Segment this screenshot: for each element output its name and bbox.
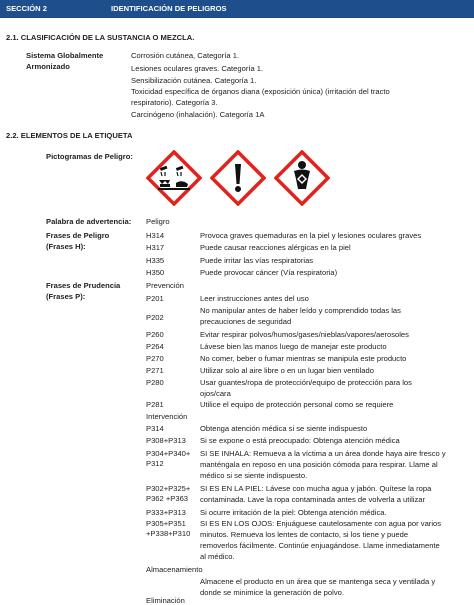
p-code: P264 — [146, 342, 164, 351]
h-code: H350 — [146, 268, 165, 277]
p-text: Lávese bien las manos luego de manejar este producto — [200, 342, 387, 351]
p-code: P271 — [146, 366, 164, 375]
p-text: contaminada. Lave la ropa contaminada antes de volverla a utilizar — [200, 495, 425, 504]
p-code: P304+P340+ — [146, 449, 191, 458]
p-text: SI ES EN LOS OJOS: Enjuáguese cautelosamente con agua por varios — [200, 519, 442, 528]
p-text: No comer, beber o fumar mientras se manipula este producto — [200, 354, 407, 363]
p-code: P333+P313 — [146, 508, 186, 517]
p-text: Leer instrucciones antes del uso — [200, 294, 309, 303]
p-text: Utilice el equipo de protección personal como se requiere — [200, 400, 394, 409]
classification-item: respiratorio). Categoría 3. — [131, 98, 218, 107]
p-text: Evitar respirar polvos/humos/gases/nieblas/vapores/aerosoles — [200, 330, 409, 339]
section-number: SECCIÓN 2 — [6, 4, 47, 13]
classification-item: Sensibilización cutánea. Categoría 1. — [131, 76, 257, 85]
storage-text: donde se minimice la generación de polvo. — [200, 588, 344, 597]
p-code: P314 — [146, 424, 164, 433]
h-code: H314 — [146, 231, 165, 240]
p-text: removerlos fácilmente. Continúe enjuagándose. Llame inmediatamente — [200, 541, 440, 550]
p-code: P305+P351 — [146, 519, 186, 528]
p-phrases-label: Frases de Prudencia — [46, 281, 121, 290]
p-text: precauciones de seguridad — [200, 317, 292, 326]
p-code: +P338+P310 — [146, 529, 191, 538]
p-code: P312 — [146, 459, 164, 468]
h-text: Puede causar reacciones alérgicas en la piel — [200, 243, 351, 252]
prevention-heading: Prevención — [146, 281, 184, 290]
p-code: P308+P313 — [146, 436, 186, 445]
p-text: SI SE INHALA: Remueva a la víctima a un área donde haya aire fresco y — [200, 449, 446, 458]
p-code: P260 — [146, 330, 164, 339]
h-code: H317 — [146, 243, 165, 252]
p-code: P202 — [146, 313, 164, 322]
p-text: No manipular antes de haber leído y comprendido todas las — [200, 306, 401, 315]
h-phrases-label: Frases de Peligro — [46, 231, 110, 240]
corrosion-icon — [146, 150, 202, 206]
section-header-bar — [0, 0, 474, 18]
signal-word-value: Peligro — [146, 217, 170, 226]
h-text: Puede provocar cáncer (Vía respiratoria) — [200, 268, 338, 277]
p-code: P270 — [146, 354, 164, 363]
p-text: manténgala en reposo en una posición cómoda para respirar. Llame al — [200, 460, 438, 469]
section-title: IDENTIFICACIÓN DE PELIGROS — [111, 4, 227, 13]
p-text: Si ocurre irritación de la piel: Obtenga atención médica. — [200, 508, 387, 517]
ghs-label-line1: Sistema Globalmente — [26, 51, 104, 60]
h-phrases-label-sub: (Frases H): — [46, 242, 86, 251]
p-text: Utilizar solo al aire libre o en un lugar bien ventilado — [200, 366, 374, 375]
health-hazard-icon — [274, 150, 330, 206]
p-code: P362 +P363 — [146, 494, 189, 503]
pictograms-label: Pictogramas de Peligro: — [46, 152, 133, 161]
p-text: SI ES EN LA PIEL: Lávese con mucha agua y jabón. Quítese la ropa — [200, 484, 432, 493]
p-code: P280 — [146, 378, 164, 387]
p-text: ojos/cara — [200, 389, 231, 398]
subsection-heading-2-1: 2.1. CLASIFICACIÓN DE LA SUSTANCIA O MEZCLA. — [6, 33, 195, 42]
signal-word-label: Palabra de advertencia: — [46, 217, 132, 226]
pictogram-row — [146, 150, 330, 206]
h-text: Provoca graves quemaduras en la piel y lesiones oculares graves — [200, 231, 422, 240]
p-text: Obtenga atención médica si se siente indispuesto — [200, 424, 368, 433]
disposal-heading: Eliminación — [146, 596, 185, 605]
p-text: Usar guantes/ropa de protección/equipo de protección para los — [200, 378, 412, 387]
intervention-heading: Intervención — [146, 412, 188, 421]
storage-heading: Almacenamiento — [146, 565, 203, 574]
p-text: Si se expone o está preocupado: Obtenga atención médica — [200, 436, 400, 445]
h-code: H335 — [146, 256, 165, 265]
ghs-label-line2: Armonizado — [26, 62, 70, 71]
p-code: P201 — [146, 294, 164, 303]
classification-item: Carcinógeno (inhalación). Categoría 1A — [131, 110, 265, 119]
p-text: médico si se siente indispuesto. — [200, 471, 308, 480]
subsection-heading-2-2: 2.2. ELEMENTOS DE LA ETIQUETA — [6, 131, 133, 140]
classification-item: Corrosión cutánea, Categoría 1. — [131, 51, 240, 60]
p-code: P302+P325+ — [146, 484, 191, 493]
h-text: Puede irritar las vías respiratorias — [200, 256, 314, 265]
p-text: minutos. Remueva los lentes de contacto, si los tiene y puede — [200, 530, 409, 539]
storage-text: Almacene el producto en un área que se mantenga seca y ventilada y — [200, 577, 436, 586]
p-phrases-label-sub: (Frases P): — [46, 292, 86, 301]
exclamation-icon — [210, 150, 266, 206]
classification-item: Lesiones oculares graves. Categoría 1. — [131, 64, 264, 73]
p-text: al médico. — [200, 552, 235, 561]
classification-item: Toxicidad específica de órganos diana (exposición única) (irritación del tracto — [131, 87, 390, 96]
p-code: P281 — [146, 400, 164, 409]
